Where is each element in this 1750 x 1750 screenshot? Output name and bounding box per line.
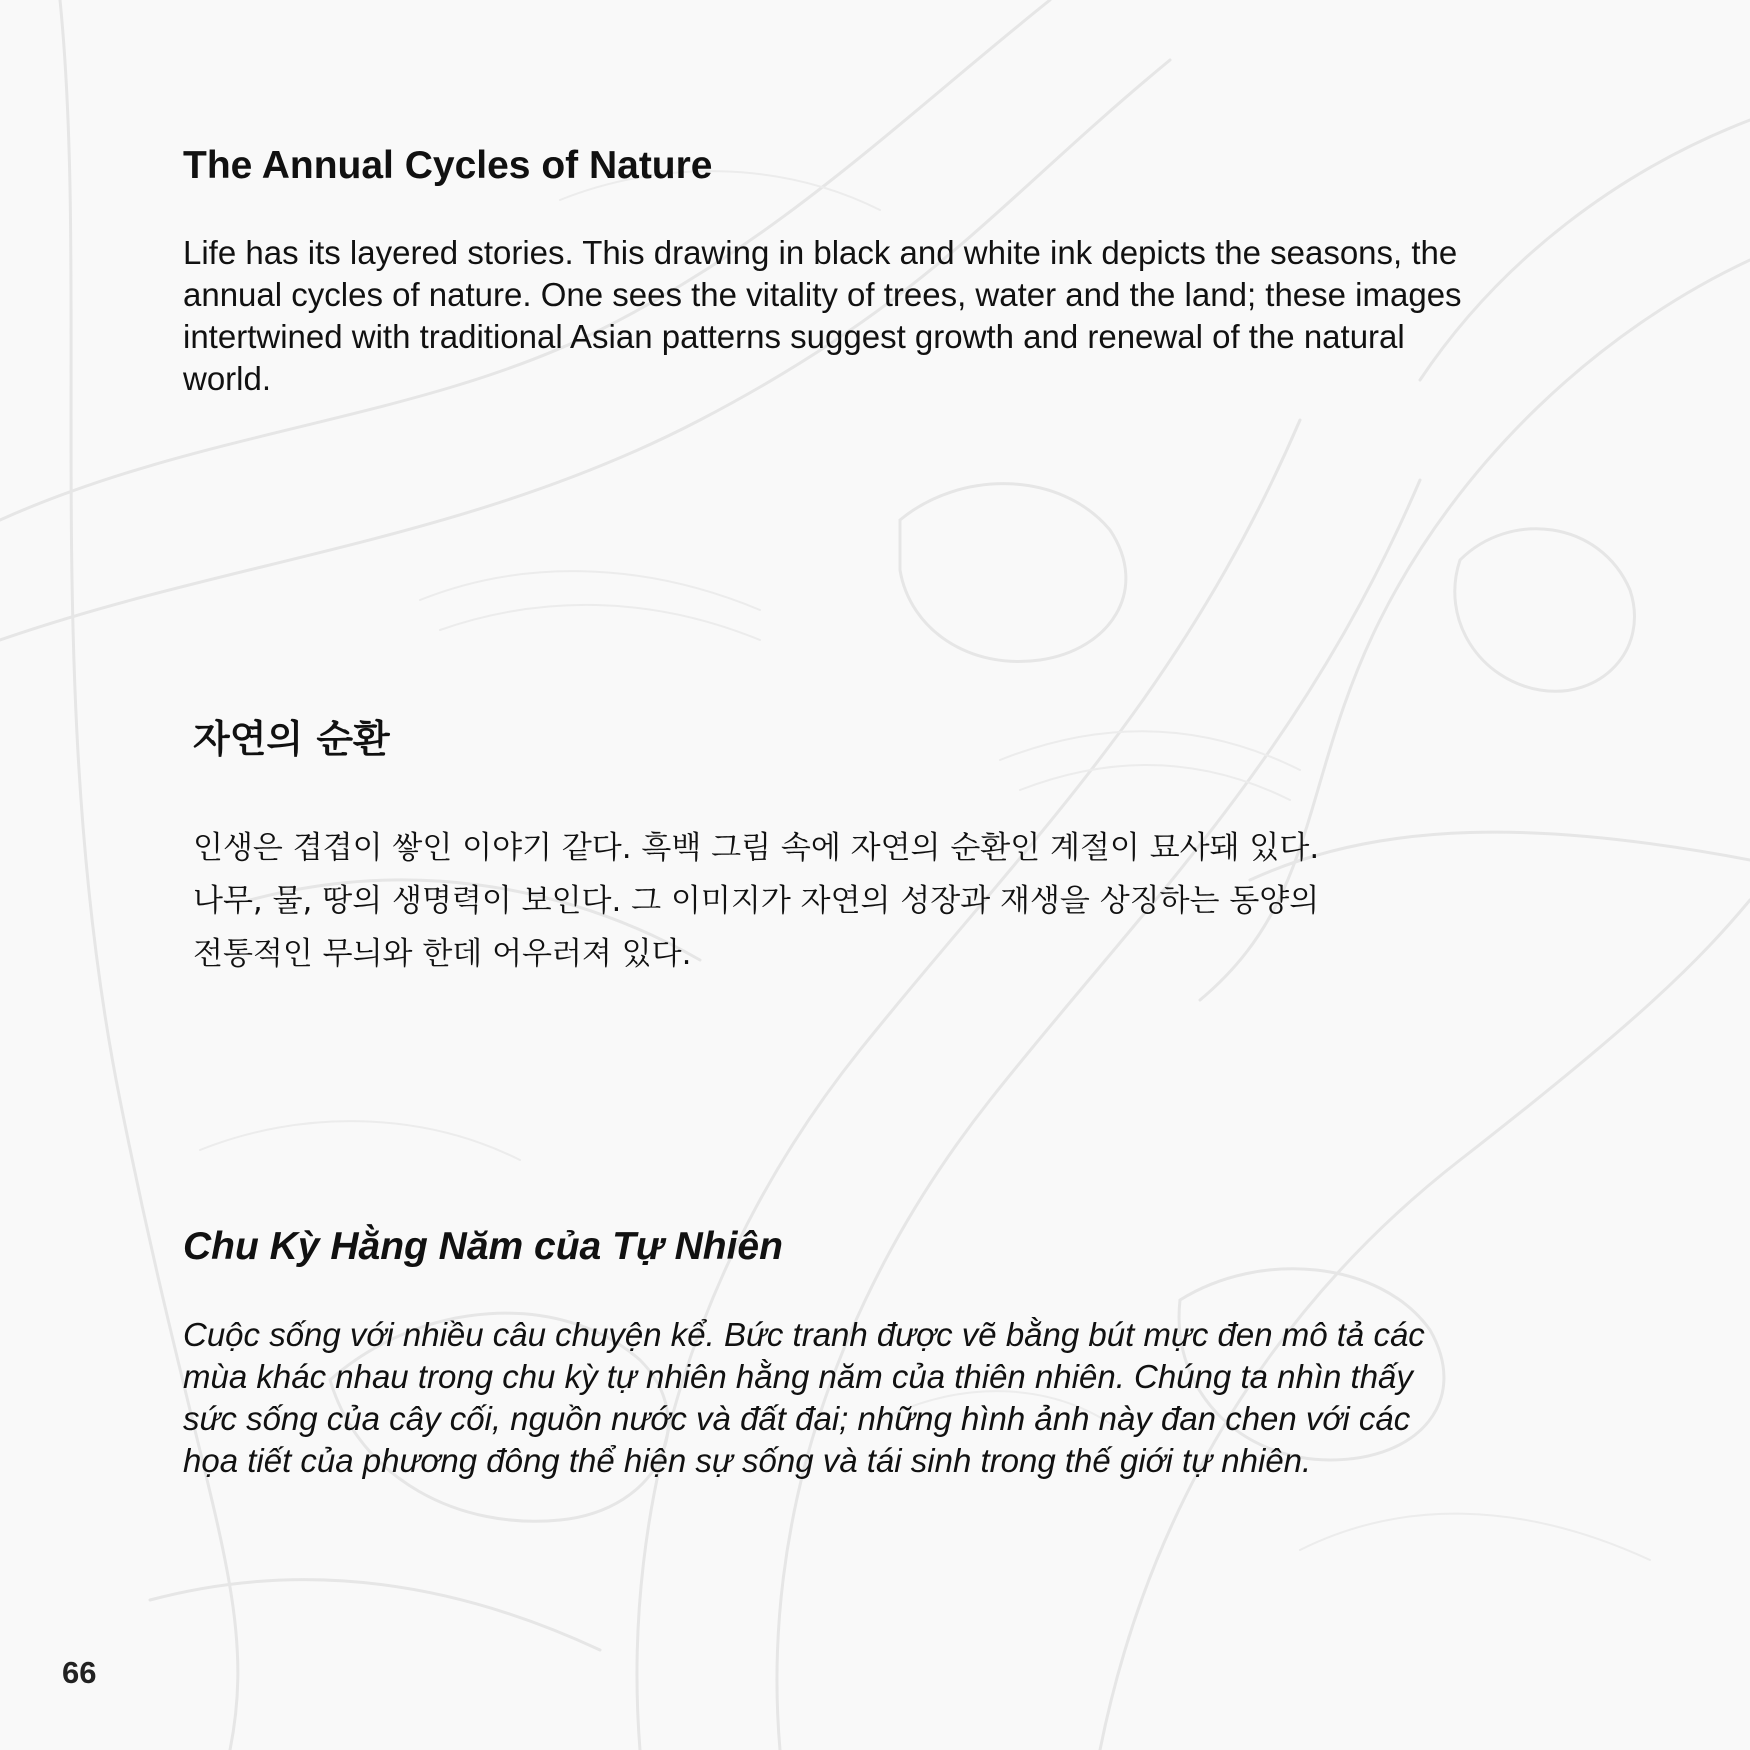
korean-section-body xyxy=(193,822,1593,981)
vietnamese-body-line: Cuộc sống với nhiều câu chuyện kể. Bức tranh được vẽ bằng bút mực đen mô tả các xyxy=(183,1316,1425,1353)
vietnamese-body-line: họa tiết của phương đông thể hiện sự sống và tái sinh trong thế giới tự nhiên. xyxy=(183,1442,1312,1479)
english-section-title: The Annual Cycles of Nature xyxy=(183,144,713,187)
page-number: 66 xyxy=(62,1655,97,1690)
english-body-line: Life has its layered stories. This drawing in black and white ink depicts the seasons, the xyxy=(183,234,1458,271)
korean-body-line: 나무, 물, 땅의 생명력이 보인다. 그 이미지가 자연의 성장과 재생을 상징하는 동양의 xyxy=(193,883,1320,919)
vietnamese-body-line: mùa khác nhau trong chu kỳ tự nhiên hằng năm của thiên nhiên. Chúng ta nhìn thấy xyxy=(183,1358,1413,1395)
korean-section-title: 자연의 순환 xyxy=(193,717,390,761)
vietnamese-body-line: sức sống của cây cối, nguồn nước và đất đai; những hình ảnh này đan chen với các xyxy=(183,1400,1411,1437)
korean-body-line: 인생은 겹겹이 쌓인 이야기 같다. 흑백 그림 속에 자연의 순환인 계절이 묘사돼 있다. xyxy=(193,830,1320,866)
english-body-line: world. xyxy=(183,360,272,397)
english-body-line: intertwined with traditional Asian patterns suggest growth and renewal of the natural xyxy=(183,318,1405,355)
vietnamese-section-body xyxy=(183,1314,1583,1482)
english-body-line: annual cycles of nature. One sees the vitality of trees, water and the land; these images xyxy=(183,276,1462,313)
english-section-body xyxy=(183,232,1583,400)
vietnamese-section-title: Chu Kỳ Hằng Năm của Tự Nhiên xyxy=(183,1225,783,1268)
korean-body-line: 전통적인 무늬와 한데 어우러져 있다. xyxy=(193,936,692,972)
